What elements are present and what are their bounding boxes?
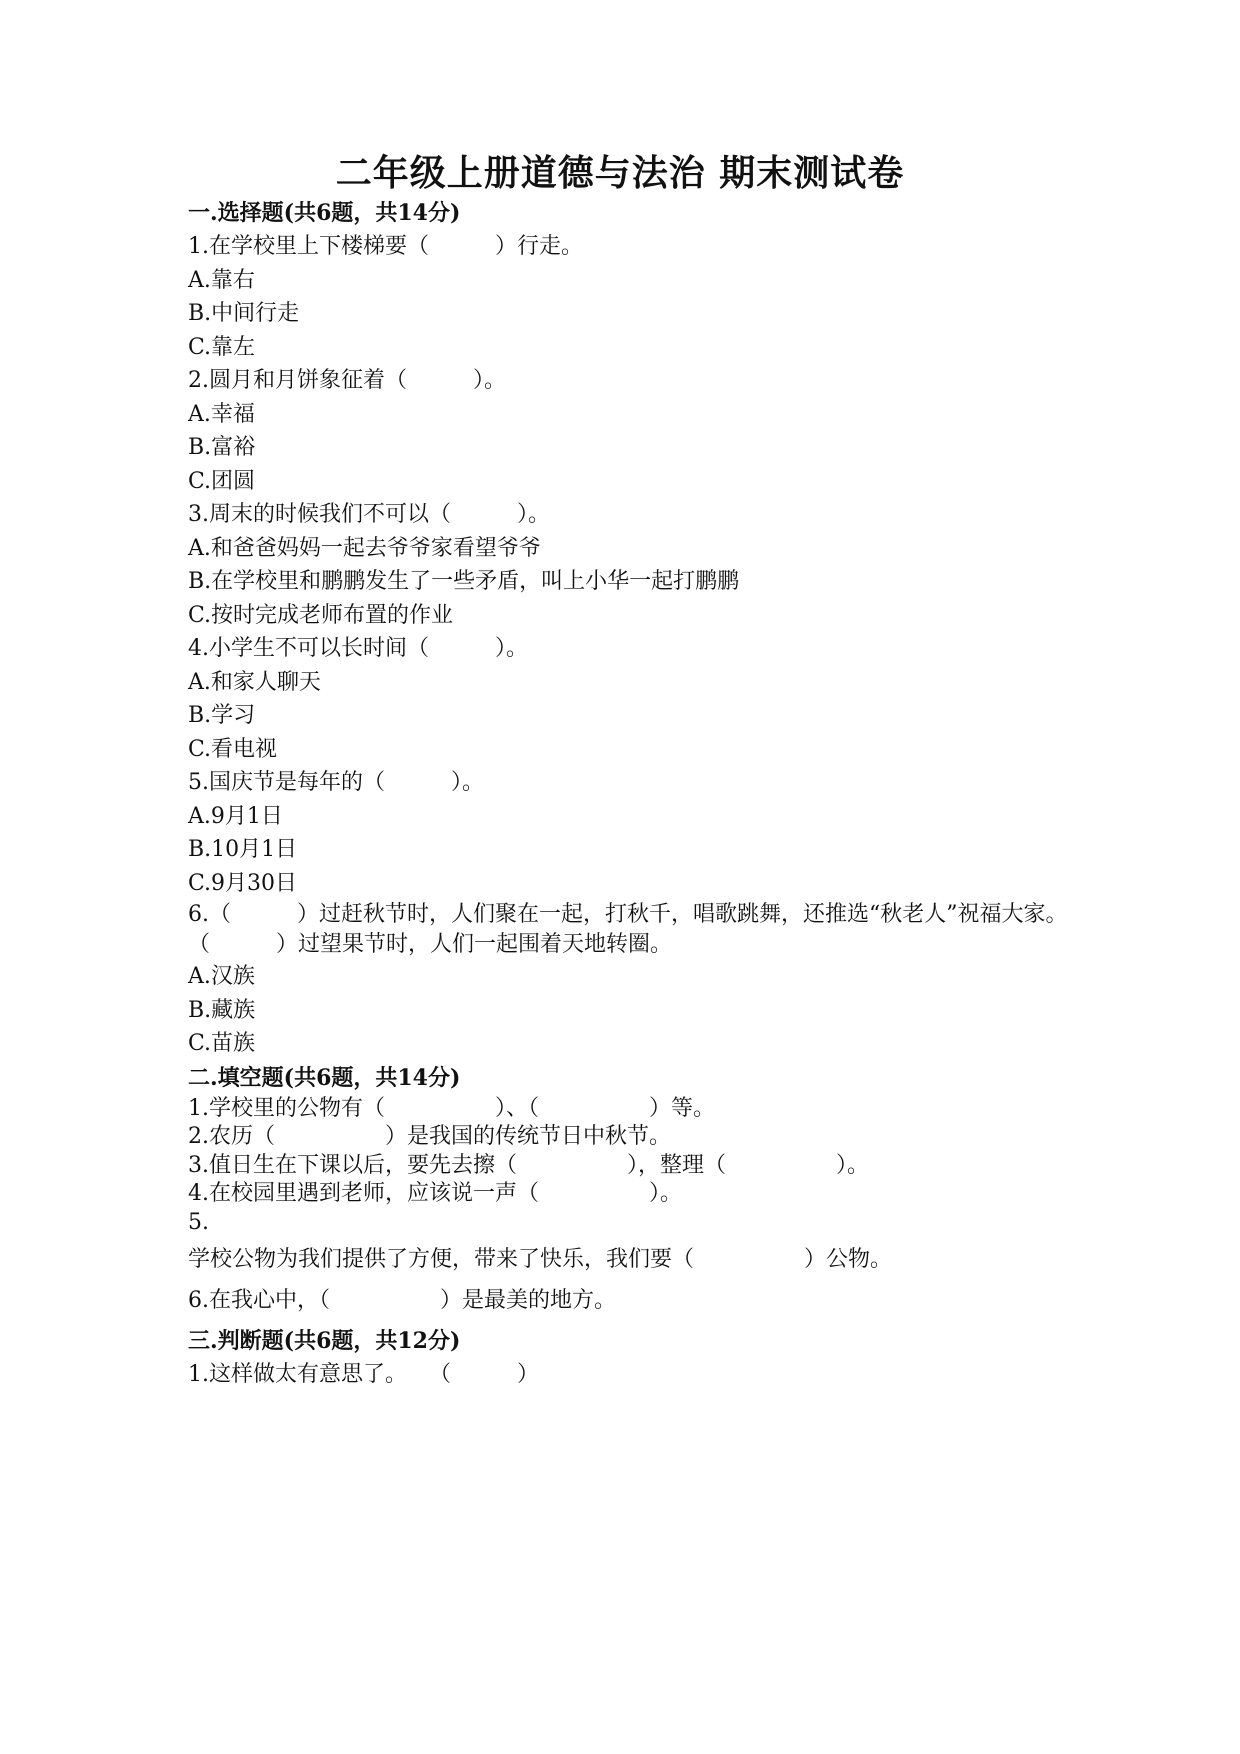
- question-stem: 1.在学校里上下楼梯要（ ）行走。: [188, 234, 583, 259]
- judge-item-1: 1.这样做太有意思了。 （ ）: [188, 1362, 539, 1387]
- question-1: [188, 230, 1068, 364]
- fill-item-4: 4.在校园里遇到老师，应该说一声（ ）。: [188, 1181, 682, 1206]
- option-a: A.9月1日: [188, 803, 283, 829]
- fill-item-5-number: 5.: [188, 1209, 209, 1235]
- option-b: B.中间行走: [188, 301, 300, 326]
- section-heading: 一.选择题(共6题，共14分): [188, 200, 461, 226]
- section-multiple-choice: [188, 196, 1068, 1061]
- page-title: 二年级上册道德与法治 期末测试卷: [335, 152, 905, 194]
- section-heading: 三.判断题(共6题，共12分): [188, 1328, 461, 1354]
- fill-item-3: 3.值日生在下课以后，要先去擦（ ），整理（ ）。: [188, 1152, 869, 1178]
- fill-item-6: 6.在我心中，（ ）是最美的地方。: [188, 1287, 616, 1313]
- section-true-false: [188, 1324, 1068, 1392]
- option-c: C.看电视: [188, 736, 278, 762]
- fill-item-2: 2.农历（ ）是我国的传统节日中秋节。: [188, 1124, 671, 1149]
- question-2: [188, 364, 1068, 498]
- option-c: C.9月30日: [188, 870, 298, 896]
- question-stem: 3.周末的时候我们不可以（ ）。: [188, 502, 550, 527]
- option-b: B.藏族: [188, 997, 256, 1023]
- option-a: A.和爸爸妈妈一起去爷爷家看望爷爷: [188, 535, 541, 561]
- fill-item-1: 1.学校里的公物有（ ）、（ ）等。: [188, 1095, 715, 1121]
- question-5: [188, 766, 1068, 900]
- question-4: [188, 632, 1068, 766]
- option-b: B.学习: [188, 703, 256, 728]
- question-6: [188, 900, 1068, 1061]
- exam-content: [188, 196, 1068, 1392]
- option-c: C.苗族: [188, 1031, 256, 1056]
- option-b: B.富裕: [188, 435, 256, 460]
- section-fill-in-blank: [188, 1061, 1068, 1316]
- question-3: [188, 498, 1068, 632]
- option-c: C.团圆: [188, 468, 256, 494]
- fill-item-5-text: 学校公物为我们提供了方便，带来了快乐，我们要（ ）公物。: [188, 1247, 893, 1272]
- option-a: A.汉族: [188, 964, 255, 989]
- option-a: A.幸福: [188, 401, 255, 427]
- option-a: A.和家人聊天: [188, 669, 321, 695]
- section-heading: 二.填空题(共6题，共14分): [188, 1064, 461, 1091]
- option-b: B.在学校里和鹏鹏发生了一些矛盾，叫上小华一起打鹏鹏: [188, 569, 740, 594]
- question-stem: 6.（ ）过赶秋节时，人们聚在一起，打秋千，唱歌跳舞，还推选“秋老人”祝福大家。（ ）过望果节时，人们一起围着天地转圈。: [188, 902, 1068, 957]
- question-stem: 2.圆月和月饼象征着（ ）。: [188, 368, 506, 393]
- question-stem: 4.小学生不可以长时间（ ）。: [188, 636, 528, 661]
- option-c: C.按时完成老师布置的作业: [188, 602, 454, 628]
- option-b: B.10月1日: [188, 837, 298, 862]
- question-stem: 5.国庆节是每年的（ ）。: [188, 770, 484, 795]
- option-c: C.靠左: [188, 334, 256, 360]
- option-a: A.靠右: [188, 267, 255, 293]
